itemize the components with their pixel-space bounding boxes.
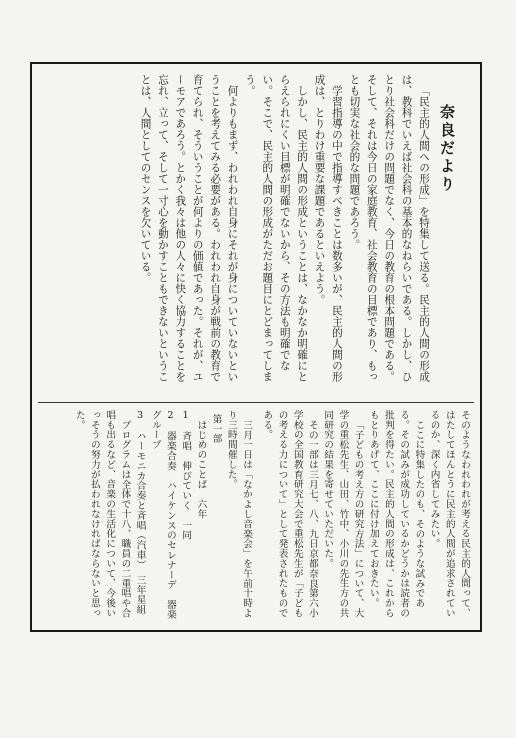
program-item-number: 2 bbox=[164, 410, 176, 422]
program-item-number: 1 bbox=[180, 410, 192, 422]
program-item-number: 3 bbox=[134, 410, 146, 422]
program-item-cast: 六年 bbox=[195, 498, 207, 519]
essay-continuation: そのようなわれわれが考える民主的人間って、はたしてほんとうに民主的人間が追求されているのか、深く内省してみたい。 bbox=[428, 410, 470, 618]
program-intro: 三月一日は「なかよし音楽会」を午前十時より三時間催した。 bbox=[225, 410, 252, 618]
essay-section bbox=[32, 64, 480, 402]
essay-paragraph: 何よりもまず、われわれ自身にそれが身についていないということを考えてみる必要がある。われわれ自身が戦前の教育で育てられ、そういうことが何よりの価値であった。それが、ユーモアであろう。とかく我々は他の人々に快く協力することを忘れ、立って、そして一寸心を動かすこともできないということは、人間としてのセンスを欠いている。 bbox=[139, 74, 239, 382]
program-item-cast: 三年星組 bbox=[134, 574, 146, 615]
note-paragraph: ここに特集したのも、そのような試みである。その試みが成功しているかどうかは読者の批判を得たい。民主的人間の形成は、これからもとりあげて、ここに付け加えておきたい。 bbox=[367, 410, 425, 618]
essay-divider bbox=[38, 402, 474, 403]
program-part-label: 第一部 bbox=[210, 414, 222, 444]
program-item bbox=[148, 410, 178, 624]
essay-paragraph: 「民主的人間への形成」を特集して送る。民主的人間の形成は、教科でいえば社会科の基本的なねらいである。しかし、ひとり社会科だけの問題でなく、今日の教育の根本問題である。そして、それは今日の家庭教育、社会教育の目標であり、もっとも切実な社会的な問題であろう。 bbox=[348, 74, 430, 382]
program-item-title: 器楽合奏 ハイケンスのセレナーデ bbox=[164, 431, 176, 590]
program-closing: プログラムは全体で十八、職員の二重唱や合唱も出るなど、音楽の生活化について、今後いっそうの努力が払われなければならないと思った。 bbox=[73, 410, 131, 618]
program-section bbox=[40, 410, 254, 624]
essay-title: 奈良だより bbox=[438, 104, 456, 194]
note-section bbox=[254, 410, 472, 624]
program-item bbox=[193, 410, 208, 624]
program-item-cast: 一同 bbox=[180, 520, 192, 541]
note-paragraph: 「子どもの考え方の研究方法」について、大学の重松先生、山田、竹中、小川の先生方の共同研究の結果を寄せていただいた。 bbox=[322, 410, 364, 618]
program-item-title: はじめのことば bbox=[195, 419, 207, 489]
essay-paragraph: しかし、民主的人間の形成ということは、なかなか明確にとらえられにくい目標が明確でないから、その方法も明確でない。そこで、民主的人間の形成がただお題目にとどまってしまう。 bbox=[243, 74, 309, 382]
program-item-cast: 器楽グループ bbox=[149, 410, 176, 620]
program-item-title: ハーモニカ合奏と斉唱（汽車） bbox=[134, 431, 146, 566]
note-paragraph: その一部は三月七、八、九日京都奈良第六小学校の全国教育研究大会で重松先生が「子どもの考える力について」として発表されたものである。 bbox=[261, 410, 318, 618]
essay-body bbox=[42, 74, 432, 392]
essay-paragraph: 学習指導の中で指導すべきことは数多いが、民主的人間の形成は、とりわけ重要な課題であるといえよう。 bbox=[313, 74, 343, 382]
main-article-box bbox=[30, 62, 482, 632]
program-item bbox=[132, 410, 147, 624]
program-item-title: 斉唱 伸びていく bbox=[180, 431, 192, 511]
program-item bbox=[178, 410, 193, 624]
